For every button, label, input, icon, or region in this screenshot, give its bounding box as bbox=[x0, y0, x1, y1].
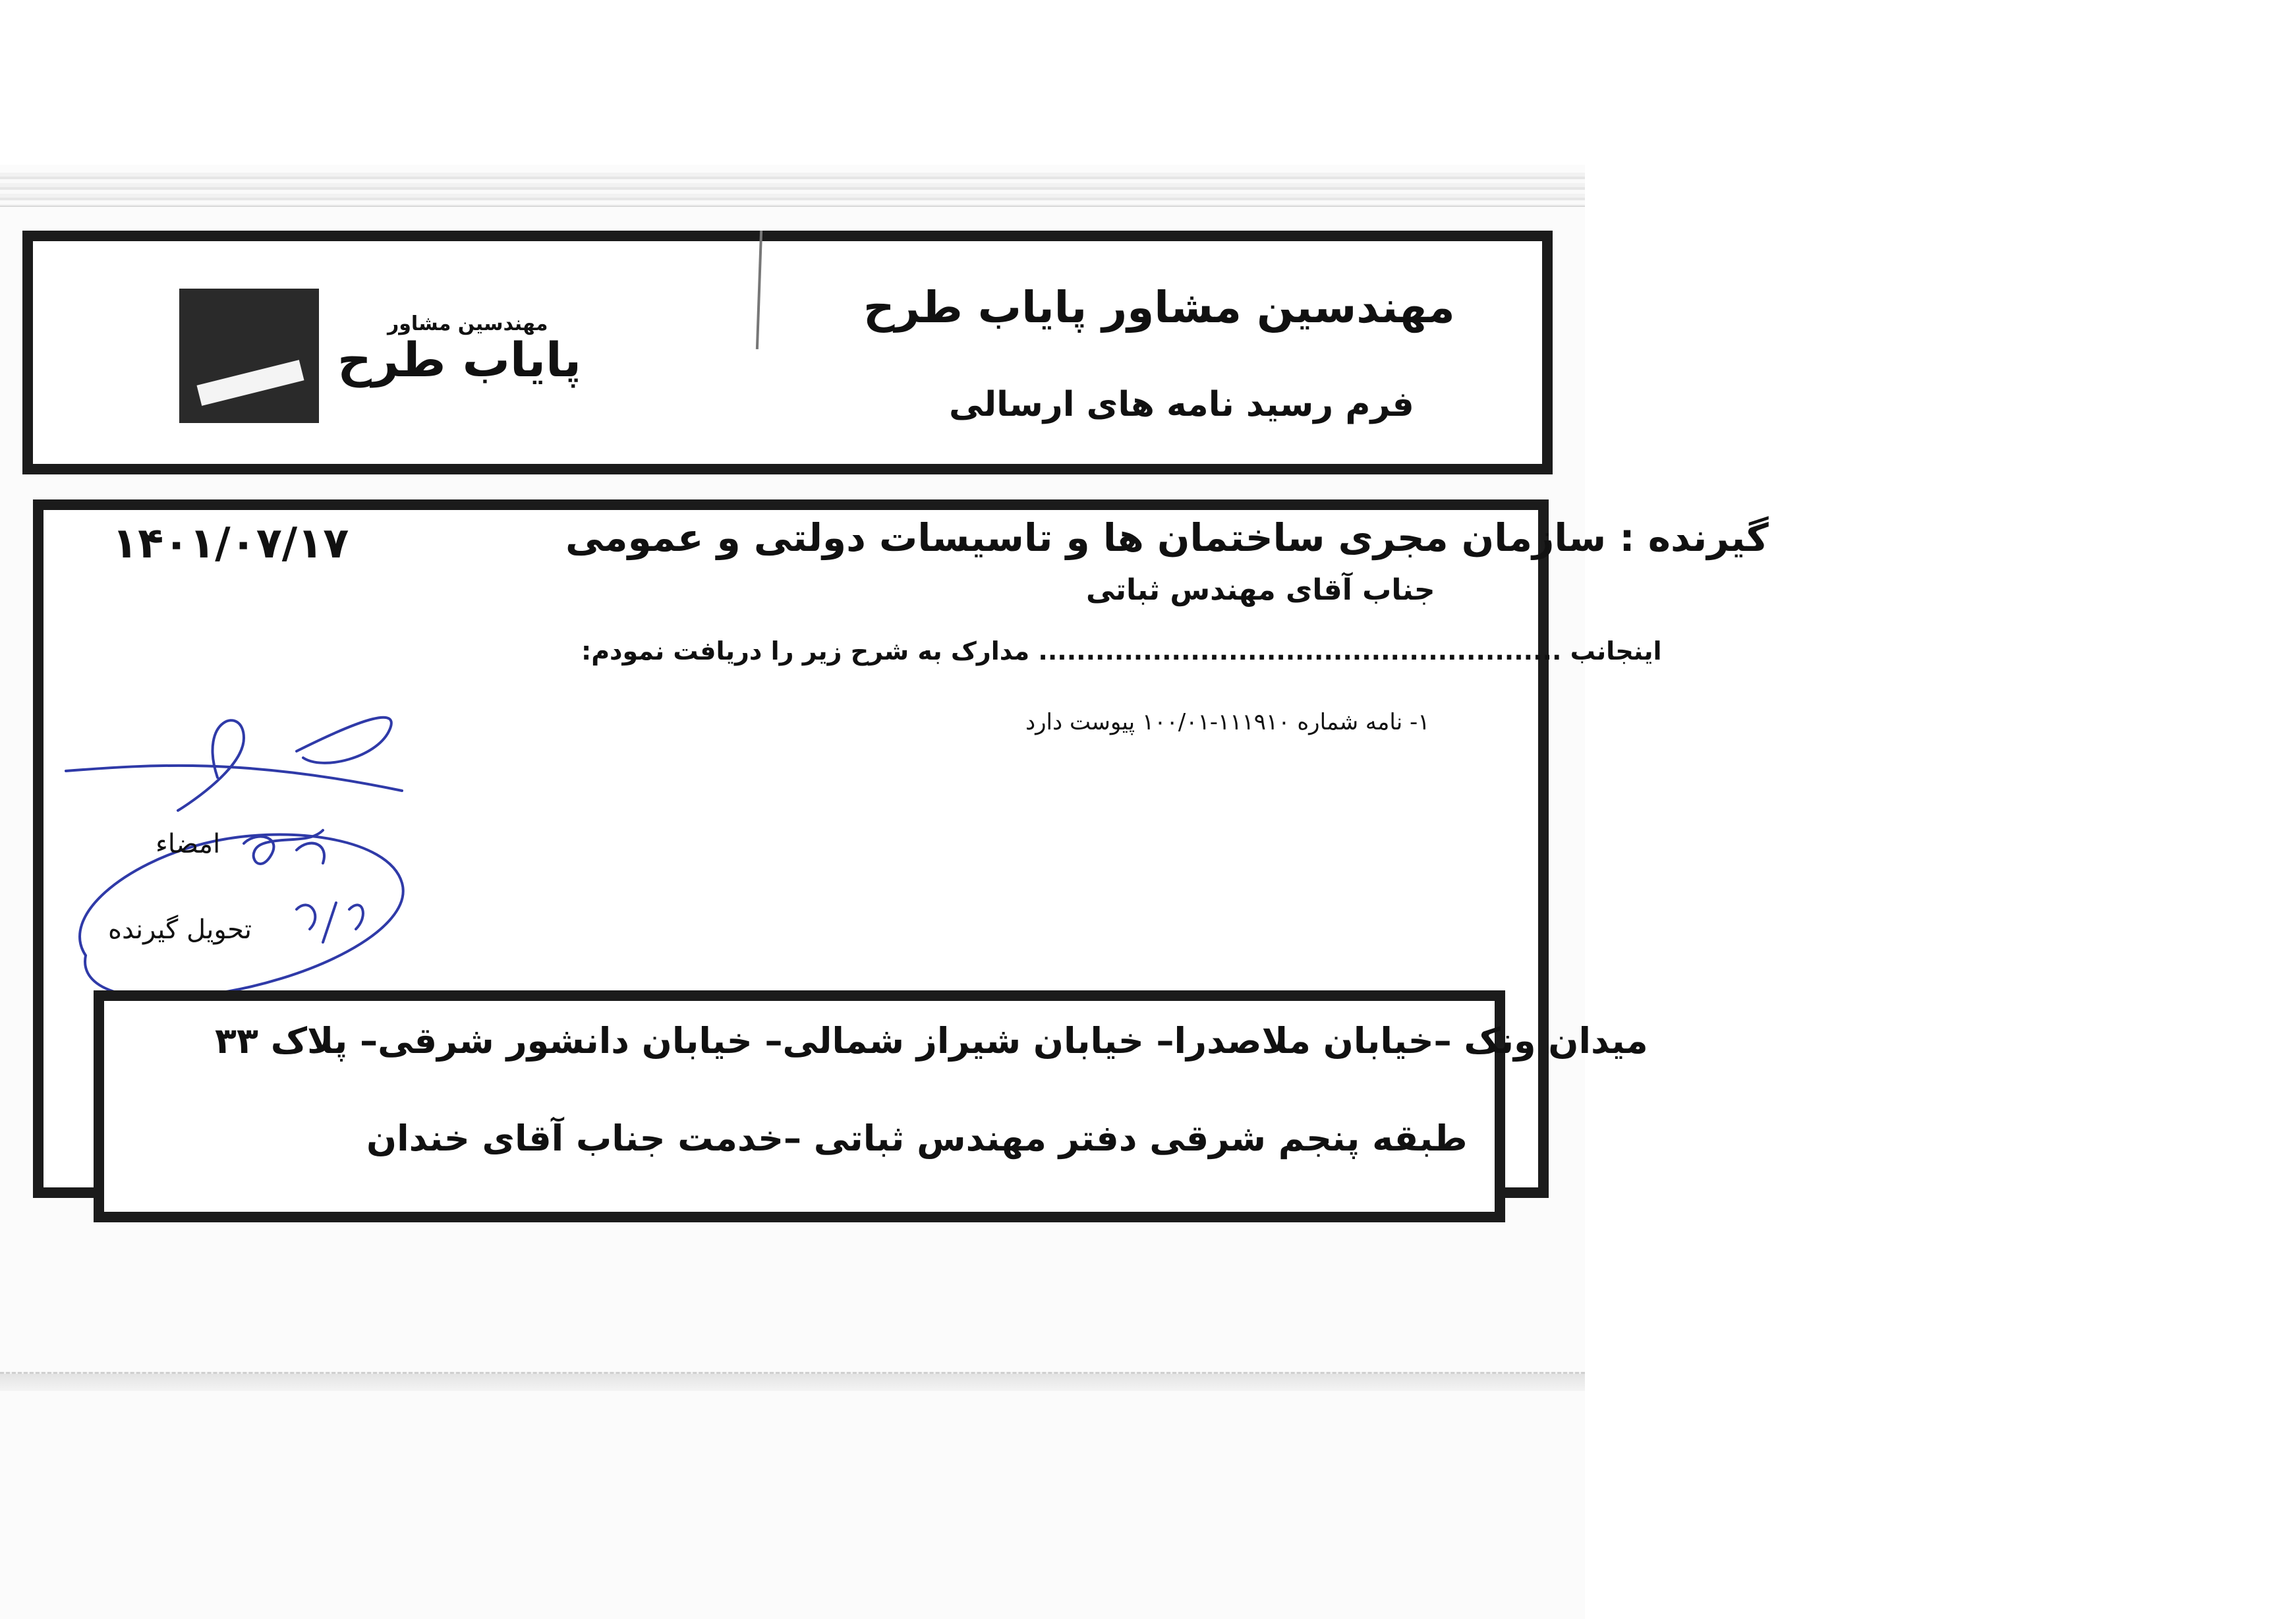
signature-label: امضاء bbox=[156, 829, 221, 859]
logo-name: پایاب طرح bbox=[337, 332, 582, 387]
address-line-2: طبقه پنجم شرقی دفتر مهندس ثباتی –خدمت جناب آقای خندان bbox=[366, 1118, 1468, 1159]
company-title: مهندسین مشاور پایاب طرح bbox=[863, 282, 1455, 333]
torn-bottom-edge bbox=[0, 1372, 1585, 1391]
letter-date: ۱۴۰۱/۰۷/۱۷ bbox=[112, 519, 349, 568]
handwritten-signature-icon bbox=[46, 679, 415, 1008]
company-logo-icon bbox=[179, 289, 319, 423]
address-line-1: میدان ونک –خیابان ملاصدرا– خیابان شیراز شمالی– خیابان دانشور شرقی– پلاک ۳۳ bbox=[215, 1020, 1648, 1062]
recipient-person: جناب آقای مهندس ثباتی bbox=[1086, 573, 1435, 607]
recipient-line: گیرنده : سازمان مجری ساختمان ها و تاسیسات دولتی و عمومی bbox=[565, 515, 1769, 560]
form-title: فرم رسید نامه های ارسالی bbox=[949, 385, 1414, 424]
acknowledgement-text: اینجانب ....................................................... مدارک به شرح زیر را دریافت نمودم: bbox=[581, 637, 1662, 666]
torn-top-edge bbox=[0, 173, 1585, 207]
logo-subtitle: مهندسین مشاور bbox=[387, 312, 548, 335]
list-item: ۱- نامه شماره ۱۱۱۹۱۰-۱۰۰/۰۱ پیوست دارد bbox=[1025, 709, 1430, 735]
receiver-label: تحویل گیرنده bbox=[108, 915, 252, 945]
